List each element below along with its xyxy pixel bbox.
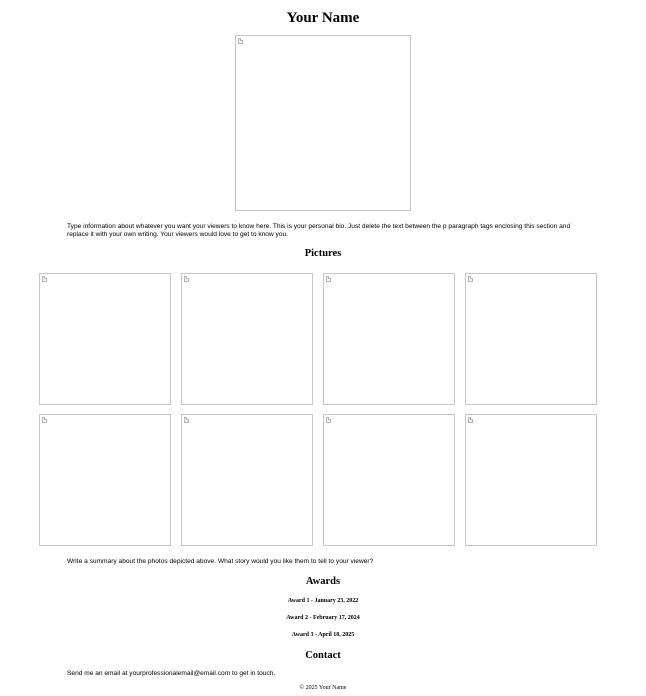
copyright-footer: © 2025 Your Name [299, 685, 347, 691]
contact-heading: Contact [305, 650, 341, 661]
bio-paragraph: Type information about whatever you want your viewers to know here. This is your personal bio. Just delete the text between the p paragraph tags enclosing this section and replace it with your own writing. Your viewers would love to get to know you. [67, 223, 571, 238]
award-item: Award 2 - February 17, 2024 [286, 615, 360, 621]
awards-heading: Awards [305, 576, 341, 587]
broken-image-icon [238, 38, 243, 44]
gallery-image-5 [39, 414, 171, 546]
broken-image-icon [468, 417, 473, 423]
broken-image-icon [184, 417, 189, 423]
award-item: Award 3 - April 18, 2025 [291, 632, 355, 638]
gallery-image-2 [181, 273, 313, 405]
gallery-image-6 [181, 414, 313, 546]
broken-image-icon [42, 276, 47, 282]
gallery-image-8 [465, 414, 597, 546]
pictures-heading: Pictures [304, 248, 342, 259]
gallery-image-7 [323, 414, 455, 546]
pictures-summary: Write a summary about the photos depicted above. What story would you like them to tell to your viewer? [67, 558, 374, 565]
broken-image-icon [42, 417, 47, 423]
broken-image-icon [468, 276, 473, 282]
award-item: Award 1 - January 23, 2022 [287, 598, 359, 604]
gallery-image-4 [465, 273, 597, 405]
profile-image [235, 35, 411, 211]
broken-image-icon [326, 417, 331, 423]
gallery-image-1 [39, 273, 171, 405]
broken-image-icon [184, 276, 189, 282]
broken-image-icon [326, 276, 331, 282]
page-title: Your Name [286, 10, 360, 26]
contact-paragraph: Send me an email at yourprofessionalemail@email.com to get in touch. [67, 670, 276, 677]
gallery-image-3 [323, 273, 455, 405]
